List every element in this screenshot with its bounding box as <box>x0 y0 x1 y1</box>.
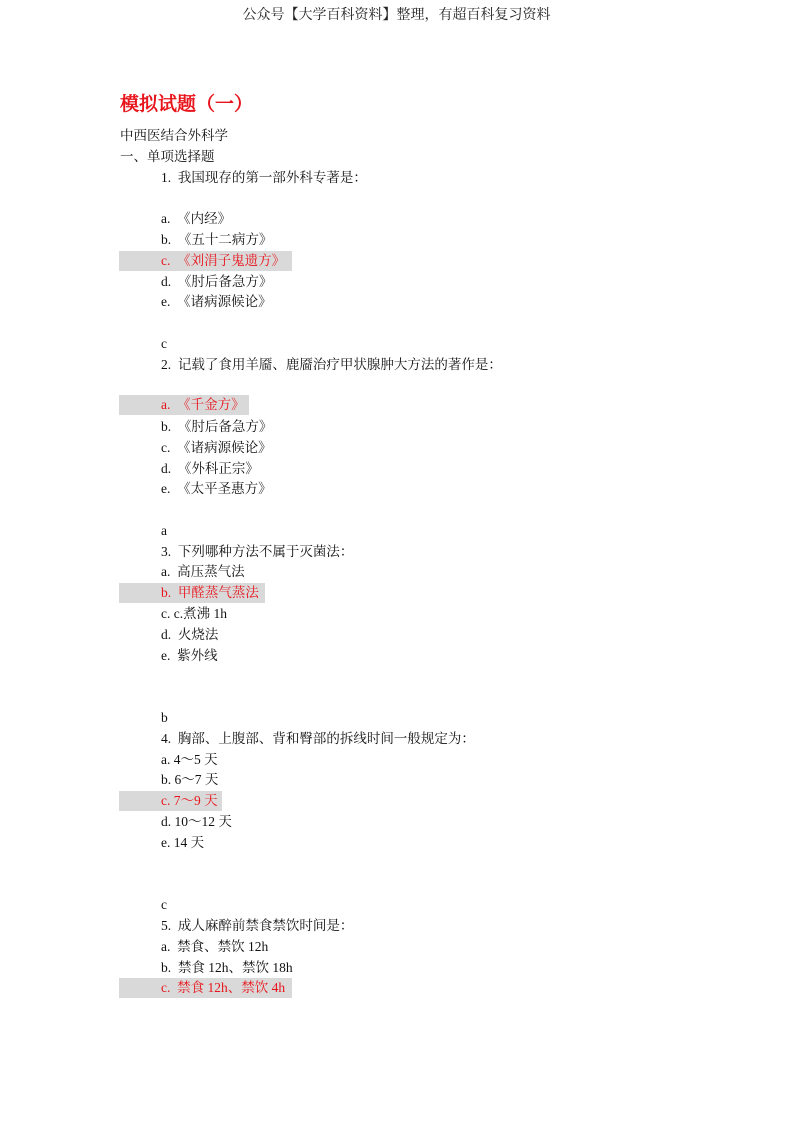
option-correct: b. 甲醛蒸气蒸法 <box>119 583 265 603</box>
option: d. 《肘后备急方》 <box>161 274 273 289</box>
option: a. 禁食、禁饮 12h <box>161 939 269 954</box>
subject-heading: 中西医结合外科学 <box>120 128 228 143</box>
question-stem: 2. 记载了食用羊靥、鹿靥治疗甲状腺肿大方法的著作是： <box>161 357 502 372</box>
answer-key: b <box>161 710 168 725</box>
question-stem: 3. 下列哪种方法不属于灭菌法： <box>161 544 354 559</box>
option: b. 《肘后备急方》 <box>161 419 273 434</box>
option: e. 《诸病源候论》 <box>161 294 272 309</box>
option: a. 4～5 天 <box>161 752 218 767</box>
answer-key: c <box>161 336 167 351</box>
option-correct: c. 《刘涓子鬼遗方》 <box>119 251 292 271</box>
option: d. 火烧法 <box>161 627 219 642</box>
option-correct: c. 7～9 天 <box>119 791 222 811</box>
page-header: 公众号【大学百科资料】整理，有超百科复习资料 <box>242 8 551 23</box>
section-heading: 一、单项选择题 <box>120 149 215 164</box>
question-stem: 4. 胸部、上腹部、背和臀部的拆线时间一般规定为： <box>161 731 475 746</box>
option-correct: c. 禁食 12h、禁饮 4h <box>119 978 292 998</box>
option: b. 禁食 12h、禁饮 18h <box>161 960 293 975</box>
option: c. 《诸病源候论》 <box>161 440 272 455</box>
answer-key: c <box>161 897 167 912</box>
question-stem: 5. 成人麻醉前禁食禁饮时间是： <box>161 918 354 933</box>
option: b. 6～7 天 <box>161 772 219 787</box>
option: a. 《内经》 <box>161 211 232 226</box>
option: a. 高压蒸气法 <box>161 564 245 579</box>
option: b. 《五十二病方》 <box>161 232 273 247</box>
answer-key: a <box>161 523 167 538</box>
option-correct: a. 《千金方》 <box>119 395 249 415</box>
option: e. 紫外线 <box>161 648 218 663</box>
option: e. 14 天 <box>161 835 205 850</box>
option: e. 《太平圣惠方》 <box>161 481 272 496</box>
document-title: 模拟试题（一） <box>120 94 254 115</box>
option: c. c.煮沸 1h <box>161 606 227 621</box>
option: d. 《外科正宗》 <box>161 461 259 476</box>
question-stem: 1. 我国现存的第一部外科专著是： <box>161 170 367 185</box>
option: d. 10～12 天 <box>161 814 232 829</box>
